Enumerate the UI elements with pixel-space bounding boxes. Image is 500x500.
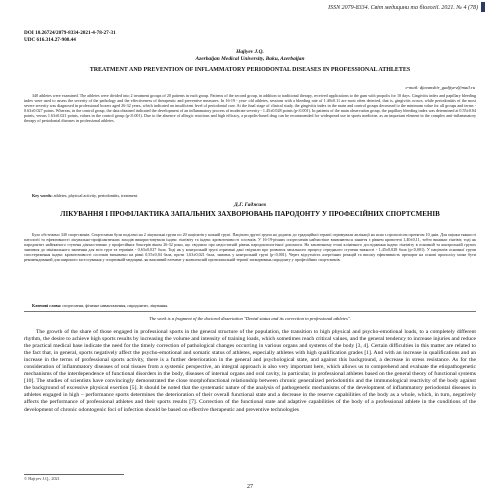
abstract-ua <box>24 232 476 263</box>
keywords-ua-label: Ключові слова: <box>32 303 62 308</box>
body-text <box>24 329 476 414</box>
header-accent-bar <box>481 2 485 12</box>
journal-line: ISSN 2079-8334. Світ медицини та біології. 2021. № 4 (78) <box>328 5 478 11</box>
section-divider <box>24 311 476 312</box>
keywords-en-label: Key words: <box>32 193 53 198</box>
keywords-en-text: athletes, physical activity, periodontitis, treatment. <box>53 193 139 198</box>
footnote-divider <box>24 474 124 475</box>
body-paragraph: The growth of the share of those engaged in professional sports in the general structure of the population, the transition to high physical and psycho-emotional loads, to a completely different rhythm, the desire to achieve high sports results by increasing the volume and intensity of training loads, which sometimes reach critical values, and the general tendency to increase injuries and reduce the practical medical base indicate the need for the timely correction of pathological changes occurring in various organs and systems of the body [3, 4]. Certain difficulties in this matter are related to the fact that, in general, sports negatively affect the psycho-emotional and somatic status of athletes, especially athletes with high qualification grades [1]. And with an increase in qualifications and an increase in the terms of professional sports activity, there is a further deterioration in the general and psychological state, and against this background, a decrease in stress resistance. As for the consideration of inflammatory diseases of oral tissues from a systemic perspective, an integral approach is also very important here, which allows us to comprehend and evaluate the etiopathogenetic mechanisms of the interdependence of functional disorders in the body, diseases of internal organs and oral cavity, in particular, in professional athletes based on the general theory of functional systems [10]. The studies of scientists have convincingly demonstrated the close morphofunctional relationship between chronic generalized periodontitis and the immunological reactivity of the body against the background of excessive physical exertion [5]. It should be noted that the systematic nature of the analysis of pathogenetic mechanisms of the development of inflammatory periodontal diseases in athletes engaged in high – performance sports determines the deterioration of their overall functional state and a decrease in the reserve capabilities of the body as a whole, which, in turn, negatively affects the performance of professional athletes and their sports results [7]. Correction of the functional state and adaptive capabilities of the body of a professional athlete in the conditions of the development of chronic odontogenic foci of infection should be based on effective therapeutic and preventive technologies <box>24 329 476 413</box>
paper-title: TREATMENT AND PREVENTION OF INFLAMMATORY PERIODONTAL DISEASES IN PROFESSIONAL ATHLETES <box>89 67 411 73</box>
doi: DOI 10.26724/2079-8334-2021-4-78-27-31 <box>24 30 116 36</box>
abstract-ua-paragraph: Було обстежено 340 спортсменів. Спортсмени були поділені на 2 лікувальні групи по 20 пацієнтів у кожній групі. Пацієнти другої групи на додаток до традиційної терапії отримували аплікації на ясна з прополісом протягом 10 днів. Для оцінки тяжкості патології та ефективності лікувально-профілактичних заходів використовували індекс гінгівіту та індекс кровоточивості сосочків. У 16-19-річних спортсменів найчастіше виявляються заняття з рівнем кровотечі 1,40±0,11, тобто виникає гінгівіт, тоді як пародонтит найтяжчого ступеня діагностовано у професійних боксерів віком 26-32 роки, що свідчило про недостатній рівень пародонтологічної допомоги. На заключному етапі клінічного дослідження індекс гінгівіту в основній та контрольній групах знизився до мінімального значення для всіх груп та термінів - 0,63±0,027 бала. Тоді як у контрольній групі отримані дані свідчили про розвиток запального процесу середнього ступеня тяжкості - 1,45±0,028 бала (p<0,001). У пацієнтів основної групи спостереження індекс кровоточивості сосочків визначено на рівні 0,55±0,04 бала, проти 1,63±0,021 бала, значень у контрольній групі (p<0,001). Через відсутність алергічних реакцій та високу ефективність препарат на основі прополісу може бути рекомендований для широкого застосування у спортивній медицині, як важливий елемент у комплексній протизапальній терапії захворювань пародонту у професійних спортсменів. <box>24 232 476 263</box>
abstract-en <box>24 93 476 124</box>
author-affiliation: Azerbaijan Medical University, Baku, Azerbaijan <box>195 56 305 62</box>
author-name: Hajiyev J.Q. <box>236 49 264 55</box>
copyright: © Hajiyev J.Q., 2021 <box>24 476 60 481</box>
abstract-en-paragraph: 340 athletes were examined. The athletes were divided into 2 treatment groups of 20 patients in each group. Patients of the second group, in addition to traditional therapy, received applications to the gum with propolis for 10 days. Gingivitis index and papillary bleeding index were used to assess the severity of the pathology and the effectiveness of therapeutic and preventive measures. In 16-19 - year- old athletes, sessions with a bleeding rate of 1.40±0.11 are most often detected, that is, gingivitis occurs, while periodontitis of the most severe severity was diagnosed in professional boxers aged 26-32 years, which indicated an insufficient level of periodontal care. At the final stage of clinical study, the gingivitis index in the main and control groups decreased to the minimum value for all groups and terms - 0.63±0.027 points. Whereas, in the control group, the data obtained indicated the development of an inflammatory process of moderate severity - 1.45±0.028 points (p<0.001). In patients of the main observation group, the papillary bleeding index was determined at 0.55±0.04 points, versus 1.63±0.021 points, values in the control group (p<0.001). Due to the absence of allergic reactions and high efficacy, a propolis-based drug can be recommended for widespread use in sports medicine, as an important element in the complex anti-inflammatory therapy of periodontal diseases in professional athletes. <box>24 93 476 124</box>
ua-title: ЛІКУВАННЯ І ПРОФІЛАКТИКА ЗАПАЛЬНИХ ЗАХВОРЮВАНЬ ПАРОДОНТУ У ПРОФЕСІЙНИХ СПОРТСМЕНІВ <box>60 210 440 218</box>
keywords-en <box>32 193 472 198</box>
page-number: 27 <box>247 484 253 490</box>
ua-author: Д.Г. Гаджиєв <box>234 202 266 208</box>
running-header <box>280 2 485 14</box>
dissertation-note: The work is a fragment of the doctoral dissertation "Dental status and its correction in professional athletes". <box>149 316 351 321</box>
author-email: e-mail: djavanshir_gadjiyev@mail.ru <box>405 85 475 90</box>
udc: UDC 616.314.27-908.44 <box>24 37 76 43</box>
keywords-ua-text: спортсмени, фізичне навантаження, пародонтит, лікування. <box>62 303 169 308</box>
keywords-ua <box>32 303 472 308</box>
